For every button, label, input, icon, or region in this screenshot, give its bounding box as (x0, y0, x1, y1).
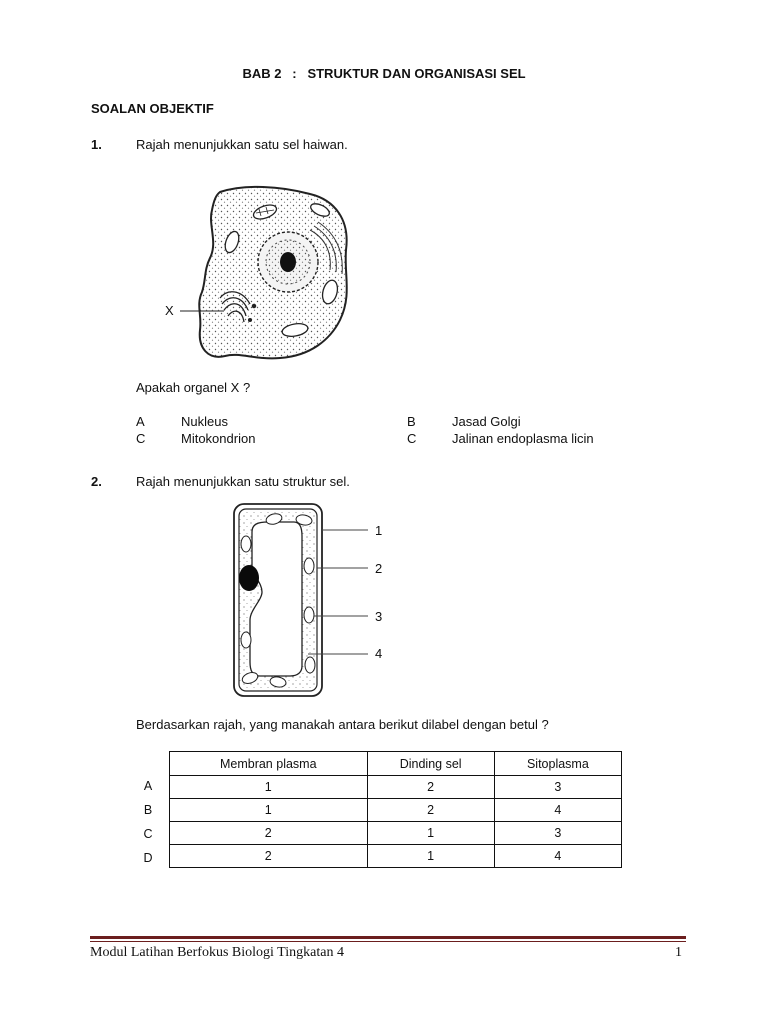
column-header: Dinding sel (367, 752, 494, 776)
option-text[interactable]: Jasad Golgi (452, 414, 521, 429)
option-letter[interactable]: C (136, 431, 146, 446)
q2-stem: Rajah menunjukkan satu struktur sel. (136, 474, 350, 489)
row-label[interactable]: A (143, 779, 153, 793)
table-row (170, 845, 622, 868)
q1-stem: Rajah menunjukkan satu sel haiwan. (136, 137, 348, 152)
section-heading: SOALAN OBJEKTIF (91, 101, 214, 116)
option-text[interactable]: Mitokondrion (181, 431, 256, 446)
table-cell: 1 (170, 799, 368, 822)
table-cell: 2 (170, 845, 368, 868)
option-letter[interactable]: C (407, 431, 417, 446)
table-cell: 1 (367, 845, 494, 868)
footer-rule-thin (90, 941, 686, 942)
answer-table (169, 751, 622, 868)
option-letter[interactable]: A (136, 414, 145, 429)
table-cell: 2 (170, 822, 368, 845)
chapter-title: BAB 2 : STRUKTUR DAN ORGANISASI SEL (242, 66, 526, 81)
column-header: Sitoplasma (494, 752, 621, 776)
table-row (170, 799, 622, 822)
table-header-row (170, 752, 622, 776)
figure-label-x: X (165, 303, 174, 318)
table-cell: 4 (494, 799, 621, 822)
table-cell: 1 (170, 776, 368, 799)
figure-label-4: 4 (375, 646, 383, 661)
table-cell: 3 (494, 776, 621, 799)
row-label[interactable]: D (143, 851, 153, 865)
q1-number: 1. (91, 137, 102, 152)
nucleus (258, 232, 318, 292)
nucleus (239, 565, 259, 591)
q2-number: 2. (91, 474, 102, 489)
table-row (170, 776, 622, 799)
figure-label-3: 3 (375, 609, 383, 624)
row-label[interactable]: C (143, 827, 153, 841)
table-cell: 4 (494, 845, 621, 868)
animal-cell-diagram (160, 180, 360, 370)
q1-prompt: Apakah organel X ? (136, 380, 251, 395)
option-text[interactable]: Nukleus (181, 414, 228, 429)
footer-rule (90, 936, 686, 939)
column-header: Membran plasma (170, 752, 368, 776)
footer-text: Modul Latihan Berfokus Biologi Tingkatan 4 (90, 945, 344, 960)
table-cell: 1 (367, 822, 494, 845)
row-label[interactable]: B (143, 803, 153, 817)
page-number: 1 (675, 945, 682, 960)
figure-label-1: 1 (375, 523, 383, 538)
option-letter[interactable]: B (407, 414, 416, 429)
table-row (170, 822, 622, 845)
plant-cell-diagram (228, 500, 388, 700)
table-cell: 2 (367, 776, 494, 799)
q2-prompt: Berdasarkan rajah, yang manakah antara berikut dilabel dengan betul ? (136, 717, 549, 732)
option-text[interactable]: Jalinan endoplasma licin (452, 431, 594, 446)
figure-label-2: 2 (375, 561, 383, 576)
table-cell: 2 (367, 799, 494, 822)
table-cell: 3 (494, 822, 621, 845)
